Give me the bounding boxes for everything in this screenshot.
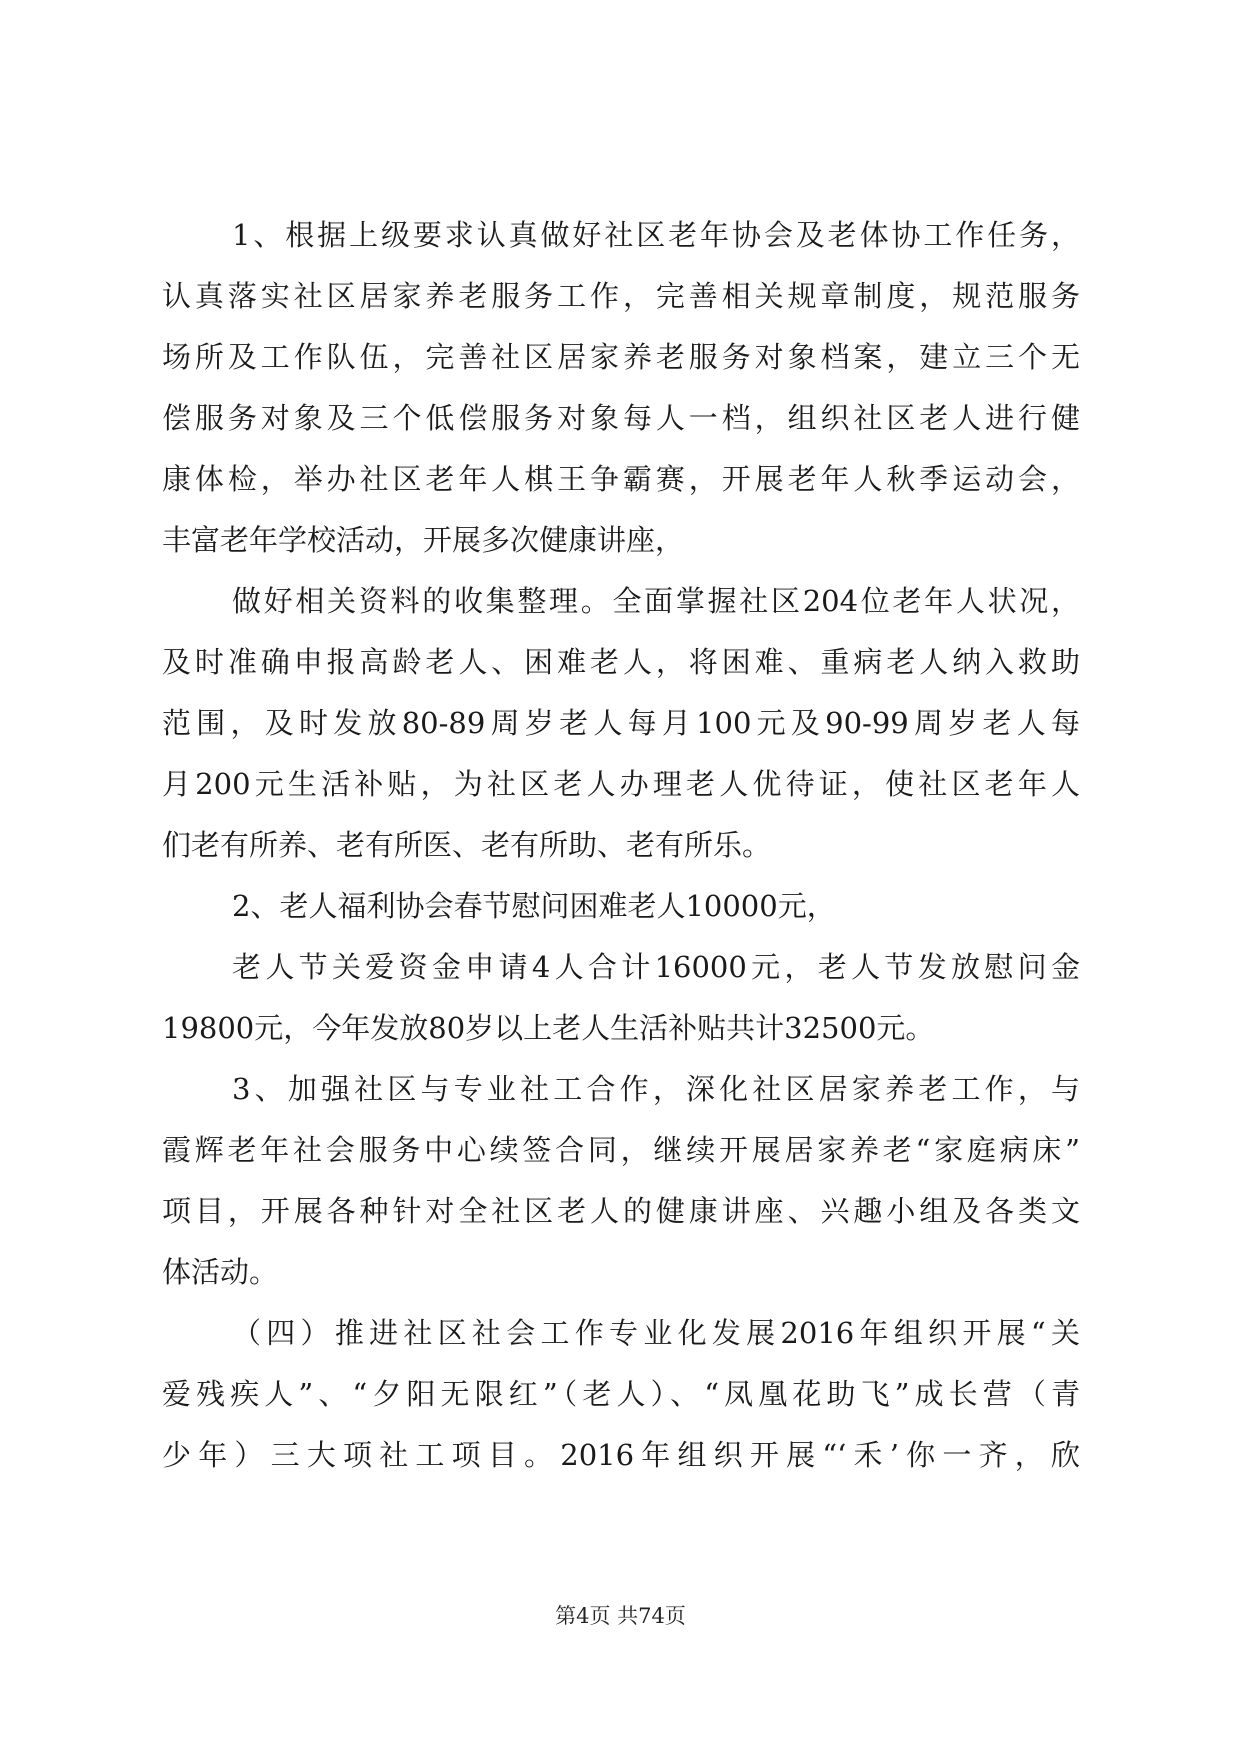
text-line: 爱残疾人”、“夕阳无限红”（老人）、“凤凰花助飞”成长营（青 [162, 1377, 1080, 1411]
text-line: 月200元生活补贴，为社区老人办理老人优待证，使社区老年人 [162, 767, 1080, 801]
text-line: 偿服务对象及三个低偿服务对象每人一档，组织社区老人进行健 [162, 401, 1080, 435]
text-line: 1、根据上级要求认真做好社区老年协会及老体协工作任务， [232, 218, 1080, 252]
page-footer: 第4页 共74页 [555, 1604, 686, 1628]
text-line: 范围，及时发放80-89周岁老人每月100元及90-99周岁老人每 [162, 706, 1080, 740]
text-line: 体活动。 [162, 1255, 279, 1289]
text-line: 们老有所养、老有所医、老有所助、老有所乐。 [162, 828, 772, 862]
text-line: 霞辉老年社会服务中心续签合同，继续开展居家养老“家庭病床” [162, 1133, 1080, 1167]
text-line: 老人节关爱资金申请4人合计16000元，老人节发放慰问金 [232, 950, 1080, 984]
text-line: 及时准确申报高龄老人、困难老人，将困难、重病老人纳入救助 [162, 645, 1080, 679]
text-line: 康体检，举办社区老年人棋王争霸赛，开展老年人秋季运动会， [162, 462, 1080, 496]
text-line: 2、老人福利协会春节慰问困难老人10000元， [232, 889, 836, 923]
text-line: 丰富老年学校活动，开展多次健康讲座， [162, 523, 685, 557]
text-line: （四）推进社区社会工作专业化发展2016年组织开展“关 [232, 1316, 1080, 1350]
text-line: 场所及工作队伍，完善社区居家养老服务对象档案，建立三个无 [162, 340, 1080, 374]
text-line: 做好相关资料的收集整理。全面掌握社区204位老年人状况， [232, 584, 1080, 618]
text-line: 19800元，今年发放80岁以上老人生活补贴共计32500元。 [162, 1011, 935, 1045]
text-line: 项目，开展各种针对全社区老人的健康讲座、兴趣小组及各类文 [162, 1194, 1080, 1228]
text-line: 认真落实社区居家养老服务工作，完善相关规章制度，规范服务 [162, 279, 1080, 313]
text-line: 少年）三大项社工项目。2016年组织开展“‘禾’你一齐，欣 [162, 1438, 1080, 1472]
text-line: 3、加强社区与专业社工合作，深化社区居家养老工作，与 [232, 1072, 1080, 1106]
